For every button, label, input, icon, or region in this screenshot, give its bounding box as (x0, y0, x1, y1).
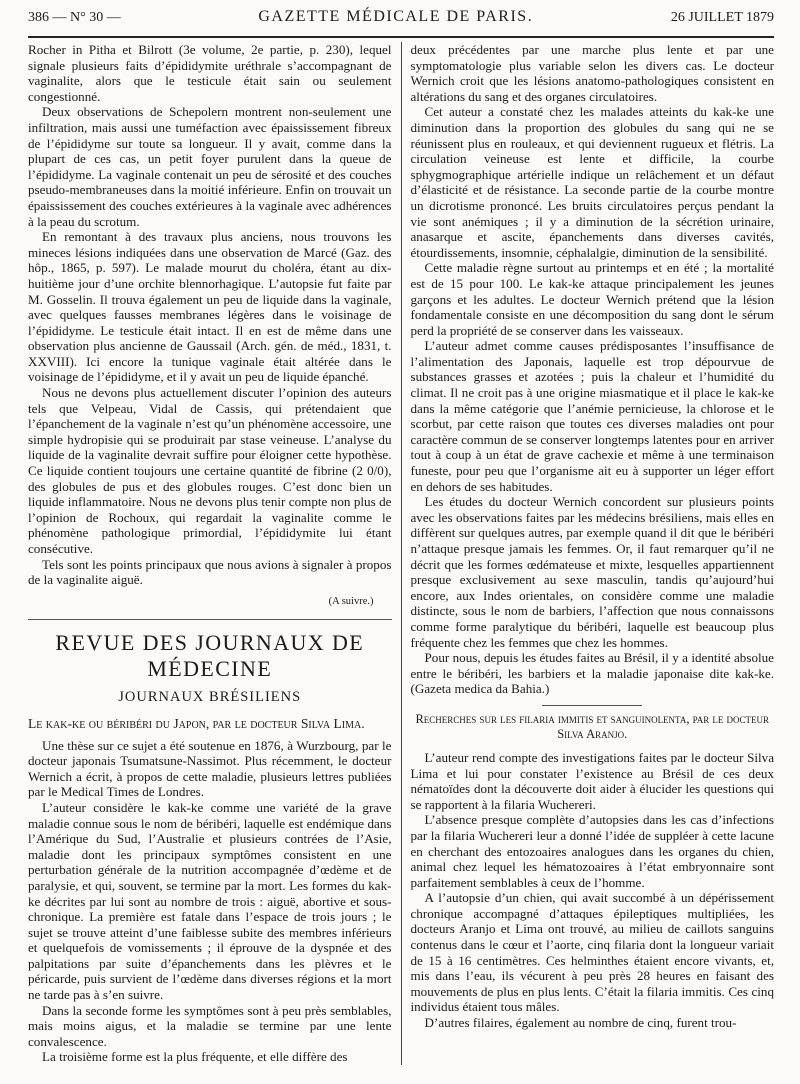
paragraph: Dans la seconde forme les symptômes sont à peu près semblables, mais moins aigus, et la maladie se termine par une lente convalescence. (28, 1002, 392, 1049)
paragraph: L’auteur admet comme causes prédisposantes l’insuffisance de l’alimentation des Japonais, laquelle est trop dépourvue de substances grasses et azotées ; puis la chaleur et l’humidité du climat. Il ne croit pas à une origine miasmatique et il place le kak-ke dans la même catégorie que l’anémie pernicieuse, la chlorose et le scorbut, par cette raison que toutes ces diverses maladies ont pour caractère commun de se conserver longtemps latentes pour en arriver tout à coup à un état de grave cachexie et même à une terminaison funeste, pour peu que l’organisme ait eu à supporter un léger effort en dehors de ses habitudes. (410, 338, 774, 494)
article-title: Le kak-ke ou béribéri du Japon, par le docteur Silva Lima. (28, 715, 365, 731)
paragraph: L’auteur rend compte des investigations faites par le docteur Silva Lima et lui pour constater l’existence au Brésil de ces deux nématoïdes dont la découverte doit aider à élucider les questions qui se rapportent à la filaria Wuchereri. (410, 749, 774, 812)
paragraph: Tels sont les points principaux que nous avions à signaler à propos de la vaginalite aiguë. (28, 556, 392, 588)
left-column (28, 42, 401, 1065)
issue-date: 26 JUILLET 1879 (670, 10, 774, 25)
paragraph: Pour nous, depuis les études faites au Brésil, il y a identité absolue entre le béribéri, les barbiers et la maladie japonaise dite kak-ke. (Gazeta medica da Bahia.) (410, 650, 774, 697)
paragraph: Rocher in Pitha et Bilrott (3e volume, 2e partie, p. 230), lequel signale plusieurs faits d’épididymite uréthrale s’accompagnant de vaginalite, alors que le testicule était sain ou seulement congestionné. (28, 42, 392, 104)
paragraph: deux précédentes par une marche plus lente et par une symptomatologie plus variable selon les divers cas. Le docteur Wernich croit que les lésions anatomo-pathologiques consistent en altérations du sang et des organes circulatoires. (410, 42, 774, 104)
paragraph: Deux observations de Schepolern montrent non-seulement une infiltration, mais aussi une tuméfaction avec épaississement fibreux de l’épididyme sur toute sa longueur. Il y avait, comme dans la plupart de ces cas, un petit foyer purulent dans la queue de l’épididyme. La vaginale contenait un peu de sérosité et des couches pseudo-membraneuses dans la moitié inférieure. Enfin on trouvait un épaississement des couches extérieures à la vaginale avec adhérences à la peau du scrotum. (28, 104, 392, 229)
paragraph: D’autres filaires, également au nombre de cinq, furent trou- (424, 1015, 737, 1031)
paragraph: L’auteur considère le kak-ke comme une variété de la grave maladie connue sous le nom de béribéri, laquelle est endémique dans l’Amérique du Sud, l’Australie et plusieurs contrées de l’Asie, maladie dont les principaux symptômes consistent en une perturbation générale de la nutrition accompagnée d’œdème et de paralysie, et qui, souvent, se termine par la mort. Les formes du kak-ke décrites par lui sont au nombre de trois : aiguë, abortive et sous-chronique. La première est fatale dans l’espace de trois jours ; le sujet se trouve atteint d’une faiblesse subite des membres inférieurs et quelquefois de vomissements ; il éprouve de la dyspnée et des palpitations par suite d’épanchements dans les plèvres et le péricarde, puis survient de l’œdème dans diverses régions et la mort ne tarde pas à s’en suivre. (28, 799, 392, 1003)
header-rule (28, 36, 774, 38)
paragraph: Cette maladie règne surtout au printemps et en été ; la mortalité est de 15 pour 100. Le kak-ke attaque principalement les jeunes garçons et les adultes. Le docteur Wernich prétend que la lésion fondamentale consiste en une décomposition du sang dont le sérum perd la propriété de se conserver dans les vaisseaux. (410, 260, 774, 338)
page-number: 386 — N° 30 — (28, 10, 121, 25)
paragraph: L’absence presque complète d’autopsies dans les cas d’infections par la filaria Wuchereri leur a donné l’idée de suppléer à cette lacune en cherchant des entozoaires analogues dans les organes du chien, animal chez lequel les hématozoaires à l’état embryonnaire sont parfaitement semblables à ceux de l’homme. (410, 812, 774, 890)
two-column-body (28, 42, 774, 1065)
paragraph: En remontant à des travaux plus anciens, nous trouvons les mineces lésions indiquées dans une observation de Marcé (Gaz. des hôp., 1865, p. 597). Le malade mourut du choléra, étant au dix-huitième jour d’une orchite blennorhagique. L’autopsie fut faite par M. Gosselin. Il trouva également un peu de liquide dans la vaginale, avec quelques fausses membranes légères dans le voisinage de l’épididyme. Le testicule était intact. Il en est de même dans une observation plus ancienne de Gaussail (Arch. gén. de méd., 1831, t. XXVIII). Ici encore la tunique vaginale était altérée dans le voisinage de l’épididyme, et il y avait un peu de liquide épanché. (28, 229, 392, 385)
section-subtitle: JOURNAUX BRÉSILIENS (118, 689, 302, 706)
paragraph: Les études du docteur Wernich concordent sur plusieurs points avec les observations faites par les médecins brésiliens, mais elles en diffèrent sur quelques autres, par exemple quand il dit que le béribéri n’attaque presque jamais les femmes. Or, il faut remarquer qu’il ne décrit que les formes œdémateuse et mixte, lesquelles appartiennent presque exclusivement au sexe masculin, tandis qu’aujourd’hui encore, aux Indes orientales, on considère comme une maladie distincte, sous le nom de barbiers, l’affection que nous connaissons comme forme paralytique du béribéri, laquelle est beaucoup plus fréquente chez les femmes que chez les hommes. (410, 494, 774, 650)
paragraph: La troisième forme est la plus fréquente, et elle diffère des (42, 1049, 348, 1065)
page-header (28, 8, 774, 34)
journal-title: GAZETTE MÉDICALE DE PARIS. (258, 8, 534, 25)
section-divider (28, 619, 392, 620)
paragraph: Cet auteur a constaté chez les malades atteints du kak-ke une diminution dans la proportion des globules du sang qui ne se réunissent plus en rouleaux, et qui deviennent rugueux et flétris. La circulation veineuse est lente et difficile, la courbe sphygmographique artérielle indique un relâchement et un défaut d’élasticité et de résistance. La seconde partie de la courbe montre un dicrotisme prononcé. Les bruits circulatoires perçus pendant la vie sont anémiques ; il y a diminution de la sécrétion urinaire, anasarque et ascite, épanchements dans diverses cavités, étourdissements, insomnie, céphalalgie, diminution de la sensibilité. (410, 104, 774, 260)
right-column (401, 42, 775, 1065)
paragraph: Nous ne devons plus actuellement discuter l’opinion des auteurs tels que Velpeau, Vidal de Cassis, qui prétendaient que l’épanchement de la vaginale n’est qu’un phénomène accessoire, une simple hydropisie qui se produirait par stase veineuse. L’analyse du liquide de la vaginalite devrait suffire pour éloigner cette hypothèse. Ce liquide contient toujours une certaine quantité de fibrine (2 0/0), des globules de pus et des globules rouges. C’est donc bien un liquide inflammatoire. Nous ne devons plus tenir compte non plus de l’opinion de Rochoux, qui regardait la vaginalite comme le phénomène pathologique primordial, l’épididymite lui étant consécutive. (28, 385, 392, 556)
paragraph: A l’autopsie d’un chien, qui avait succombé à un dépérissement chronique accompagné d’attaques épileptiques multipliées, les docteurs Aranjo et Lima ont trouvé, au milieu de caillots sanguins contenus dans le cœur et l’aorte, cinq filaria dont la longueur variait de 15 à 16 centimètres. Ces helminthes étaient encore vivants, et, mis dans l’eau, ils vécurent à peu près 28 heures en faisant des mouvements de plus en plus lents. C’était la filaria immitis. Ces cinq individus étaient tous mâles. (410, 890, 774, 1015)
article-title: Recherches sur les filaria immitis et sanguinolenta, par le docteur Silva Aranjo. (415, 711, 770, 741)
to-be-continued: (A suivre.) (328, 595, 374, 607)
article-divider (542, 705, 642, 706)
paragraph: Une thèse sur ce sujet a été soutenue en 1876, à Wurzbourg, par le docteur japonais Tsumatsune-Nassimot. Plus récemment, le docteur Wernich a écrit, à propos de cette maladie, plusieurs lettres publiées par le Medical Times de Londres. (28, 737, 392, 800)
section-title: REVUE DES JOURNAUX DE MÉDECINE (55, 630, 365, 682)
